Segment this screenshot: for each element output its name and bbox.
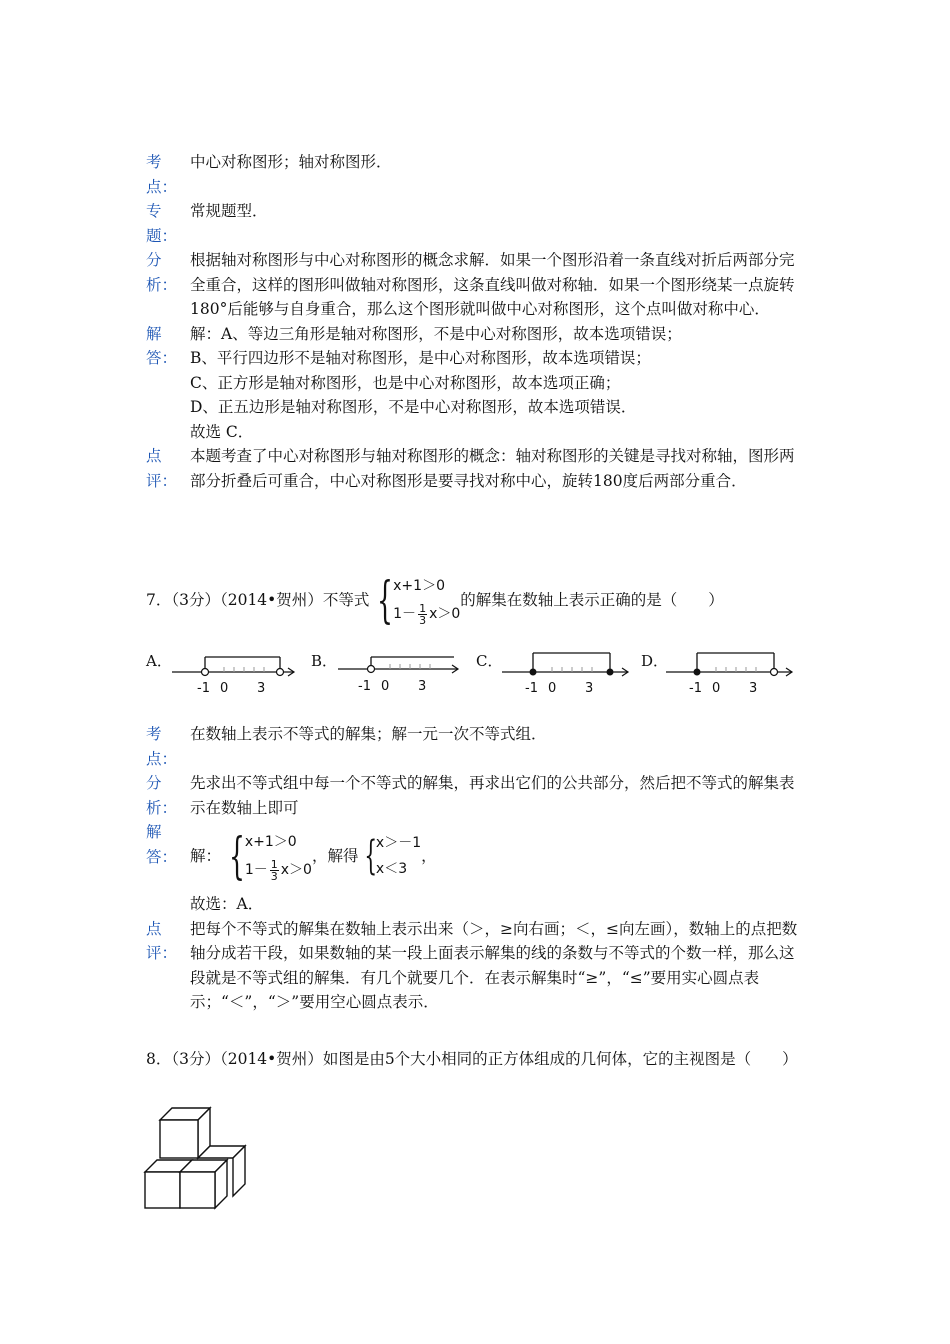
solid-dot [607,669,614,676]
fraction-denominator: 3 [419,613,427,627]
fenxi-label: 分析： [146,251,178,294]
ineq-2 [245,856,312,884]
q7-fenxi-row [146,771,806,820]
fenxi-text: 先求出不等式组中每一个不等式的解集，再求出它们的公共部分，然后把不等式的解集表示在数轴上即可 [190,774,795,817]
q6-kaodian-row [146,150,806,199]
cube-front-face [180,1172,215,1208]
q7-dianping-row [146,917,806,1015]
option-a-number-line[interactable] [170,645,300,700]
option-c-label[interactable]: C． [476,652,503,670]
q7-prefix: 7．（3分）（2014•贺州）不等式 [146,590,370,609]
dianping-label: 点评： [146,919,178,962]
tick-label: -1 [358,679,371,694]
guxuan-text: 故选：A． [190,895,264,913]
ineq-2-pre: 1－ [244,862,268,878]
system-restated [245,828,312,884]
kaodian-label: 考点： [146,725,178,768]
kaodian-text: 在数轴上表示不等式的解集；解一元一次不等式组． [190,725,547,743]
tick-label: 3 [257,681,266,696]
q6-jieda-row [146,322,806,445]
tick-label: 0 [381,679,390,694]
left-brace-icon: { [364,833,378,879]
zhuanti-label: 专题： [146,202,178,245]
solid-dot [694,669,701,676]
left-brace-icon: { [228,827,245,885]
ineq-1: x+1＞0 [393,578,445,594]
solution-1: x＞－1 [375,835,422,851]
option-d-label[interactable]: D． [641,652,669,670]
tick-label: 0 [548,681,557,696]
solution-2: x＜3 [375,861,408,877]
open-dot [368,666,375,673]
open-dot [771,669,778,676]
fraction [270,859,279,882]
q6-analysis [146,150,806,493]
jieda-line: D、正五边形是轴对称图形，不是中心对称图形，故本选项错误． [190,398,637,416]
tick-label: 3 [585,681,594,696]
jieda-line: 故选 C． [190,422,254,441]
ineq-2-pre: 1－ [393,606,417,622]
fraction-numerator: 1 [419,601,427,615]
cube-front-face [145,1172,180,1208]
dianping-text: 把每个不等式的解集在数轴上表示出来（＞，≥向右画；＜，≤向左画），数轴上的点把数轴分成若干段，如果数轴的某一段上面表示解集的线的条数与不等式的个数一样，那么这段就是不等式组的解集．有几个就要几个．在表示解集时“≥”，“≤”要用实心圆点表示；“＜”，“＞”要用空心圆点表示． [190,919,798,1011]
kaodian-text: 中心对称图形；轴对称图形． [190,153,392,171]
tick-label: 0 [220,681,229,696]
q6-zhuanti-row [146,199,806,248]
q7-stem [146,572,724,628]
open-dot [202,669,209,676]
kaodian-label: 考点： [146,153,178,196]
jieda-label: 解答： [146,324,178,367]
option-b-number-line[interactable] [336,645,466,700]
dianping-label: 点评： [146,447,178,490]
fenxi-text: 根据轴对称图形与中心对称图形的概念求解．如果一个图形沿着一条直线对折后两部分完全重合，这样的图形叫做轴对称图形，这条直线叫做对称轴．如果一个图形绕某一点旋转180°后能够与自身重合，那么这个图形就叫做中心对称图形，这个点叫做对称中心． [190,251,795,318]
solid-dot [530,669,537,676]
tick-label: -1 [525,681,538,696]
tick-label: -1 [197,681,210,696]
tick-label: 0 [712,681,721,696]
q7-kaodian-row [146,722,806,771]
option-c-number-line[interactable] [500,645,635,700]
q6-fenxi-row [146,248,806,322]
jieda-text [190,322,806,445]
q7-jieda-row [146,820,806,917]
jieda-math [190,820,806,892]
jieda-line: B、平行四边形不是轴对称图形，是中心对称图形，故本选项错误； [190,349,651,367]
fenxi-label: 分析： [146,774,178,817]
fraction [418,603,427,626]
option-a-label[interactable]: A． [146,652,172,670]
jie-text: 解： [190,846,222,865]
fraction-denominator: 3 [270,869,278,883]
jieda-label: 解答： [146,823,178,866]
cube-solid-figure [140,1100,255,1215]
q8-stem: 8．（3分）（2014•贺州）如图是由5个大小相同的正方体组成的几何体，它的主视图是（ ） [146,1050,798,1068]
jieda-text [190,820,806,917]
ineq-1: x+1＞0 [244,834,297,850]
tick-label: -1 [689,681,702,696]
comma: ， [421,846,437,865]
jiede-text: ，解得 [311,846,359,865]
ineq-2 [393,600,460,628]
jieda-line: 解：A、等边三角形是轴对称图形，不是中心对称图形，故本选项错误； [190,324,682,343]
q7-analysis [146,722,806,1015]
ineq-2-post: x＞0 [280,862,312,878]
left-brace-icon: { [377,571,394,629]
option-b-label[interactable]: B． [311,652,338,670]
dianping-text: 本题考查了中心对称图形与轴对称图形的概念：轴对称图形的关键是寻找对称轴，图形两部分折叠后可重合，中心对称图形是要寻找对称中心，旋转180度后两部分重合． [190,447,795,490]
q6-dianping-row [146,444,806,493]
zhuanti-text: 常规题型． [190,202,268,220]
q7-system [393,572,460,628]
jieda-line: C、正方形是轴对称图形，也是中心对称图形，故本选项正确； [190,373,621,392]
option-d-number-line[interactable] [664,645,799,700]
tick-label: 3 [418,679,427,694]
tick-label: 3 [749,681,758,696]
cube-front-face [160,1120,198,1158]
q7-suffix: 的解集在数轴上表示正确的是（ ） [460,590,724,609]
solution-system [376,830,421,882]
fraction-numerator: 1 [270,857,278,871]
ineq-2-post: x＞0 [429,606,461,622]
open-dot [277,669,284,676]
